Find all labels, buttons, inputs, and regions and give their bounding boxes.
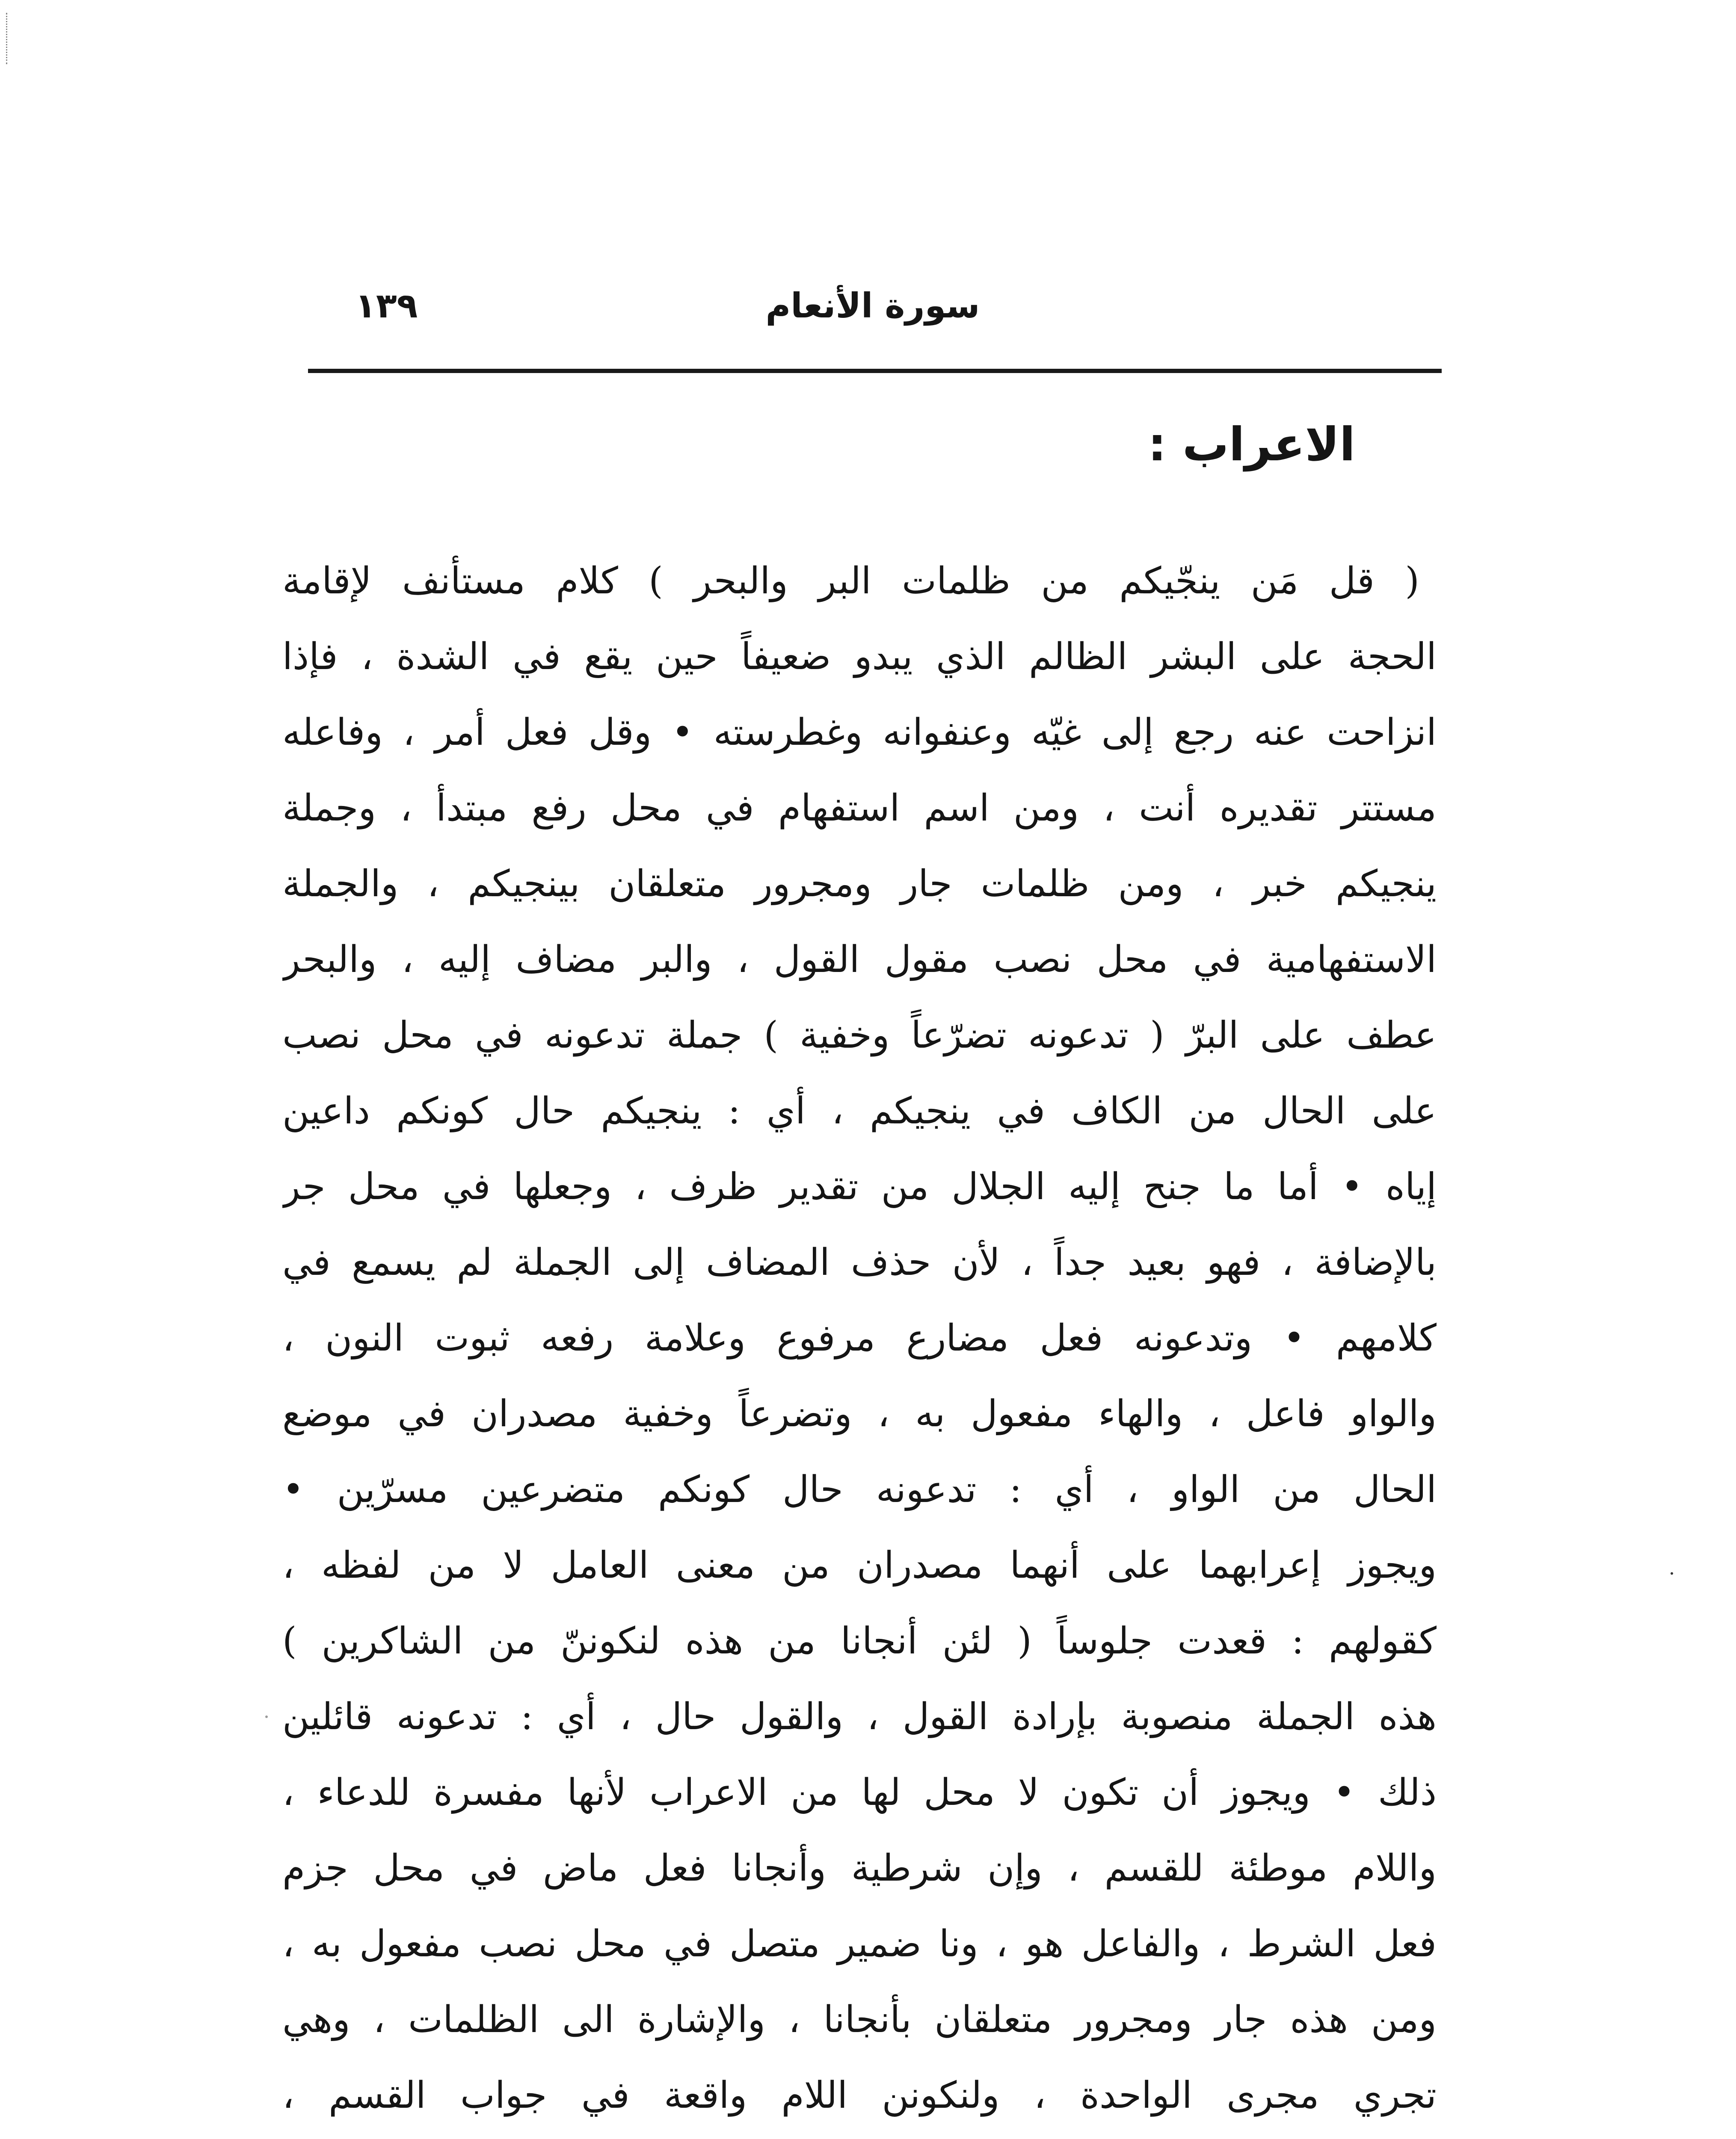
text-line: فعل الشرط ، والفاعل هو ، ونا ضمير متصل في محل نصب مفعول به ،	[282, 1923, 1437, 1965]
text-line: بالإضافة ، فهو بعيد جداً ، لأن حذف المضاف إلى الجملة لم يسمع في	[282, 1241, 1437, 1284]
text-line: ( قل مَن ينجّيكم من ظلمات البر والبحر ) كلام مستأنف لإقامة	[282, 560, 1419, 602]
text-line	[282, 2133, 1437, 2139]
text-line: ينجيكم خبر ، ومن ظلمات جار ومجرور متعلقان بينجيكم ، والجملة	[282, 862, 1437, 905]
text-line: ومن هذه جار ومجرور متعلقان بأنجانا ، والإشارة الى الظلمات ، وهي	[282, 1998, 1437, 2041]
text-line: إياه • أما ما جنح إليه الجلال من تقدير ظرف ، وجعلها في محل جر	[282, 1165, 1437, 1208]
text-line: الحجة على البشر الظالم الذي يبدو ضعيفاً حين يقع في الشدة ، فإذا	[282, 635, 1437, 678]
page-number: ١٣٩	[355, 286, 418, 326]
text-line: واللام موطئة للقسم ، وإن شرطية وأنجانا فعل ماض في محل جزم	[282, 1847, 1437, 1890]
text-line: كقولهم : قعدت جلوساً ( لئن أنجانا من هذه لنكوننّ من الشاكرين )	[282, 1620, 1437, 1662]
section-heading: الاعراب :	[1148, 418, 1355, 471]
text-line: الاستفهامية في محل نصب مقول القول ، والبر مضاف إليه ، والبحر	[282, 938, 1437, 981]
text-line: ذلك • ويجوز أن تكون لا محل لها من الاعراب لأنها مفسرة للدعاء ،	[282, 1771, 1437, 1814]
text-line: انزاحت عنه رجع إلى غيّه وعنفوانه وغطرسته • وقل فعل أمر ، وفاعله	[282, 711, 1437, 754]
text-line: الحال من الواو ، أي : تدعونه حال كونكم متضرعين مسرّين •	[282, 1468, 1437, 1511]
text-line: تجري مجرى الواحدة ، ولنكونن اللام واقعة في جواب القسم ،	[282, 2074, 1437, 2117]
page-title: سورة الأنعام	[765, 286, 980, 326]
text-line: على الحال من الكاف في ينجيكم ، أي : ينجيكم حال كونكم داعين	[282, 1090, 1437, 1132]
body-text	[282, 543, 1437, 2139]
text-line: والواو فاعل ، والهاء مفعول به ، وتضرعاً وخفية مصدران في موضع	[282, 1392, 1437, 1435]
text-line: مستتر تقديره أنت ، ومن اسم استفهام في محل رفع مبتدأ ، وجملة	[282, 787, 1437, 830]
text-line: ويجوز إعرابهما على أنهما مصدران من معنى العامل لا من لفظه ،	[282, 1544, 1437, 1587]
text-line: هذه الجملة منصوبة بإرادة القول ، والقول حال ، أي : تدعونه قائلين	[282, 1695, 1437, 1738]
stray-mark	[265, 1715, 268, 1718]
text-line: عطف على البرّ ( تدعونه تضرّعاً وخفية ) جملة تدعونه في محل نصب	[282, 1014, 1437, 1057]
header-rule	[308, 369, 1442, 373]
text-line: كلامهم • وتدعونه فعل مضارع مرفوع وعلامة رفعه ثبوت النون ،	[282, 1317, 1437, 1360]
stray-mark	[1671, 1572, 1673, 1575]
margin-dots	[6, 13, 9, 64]
page-header	[308, 274, 1437, 338]
